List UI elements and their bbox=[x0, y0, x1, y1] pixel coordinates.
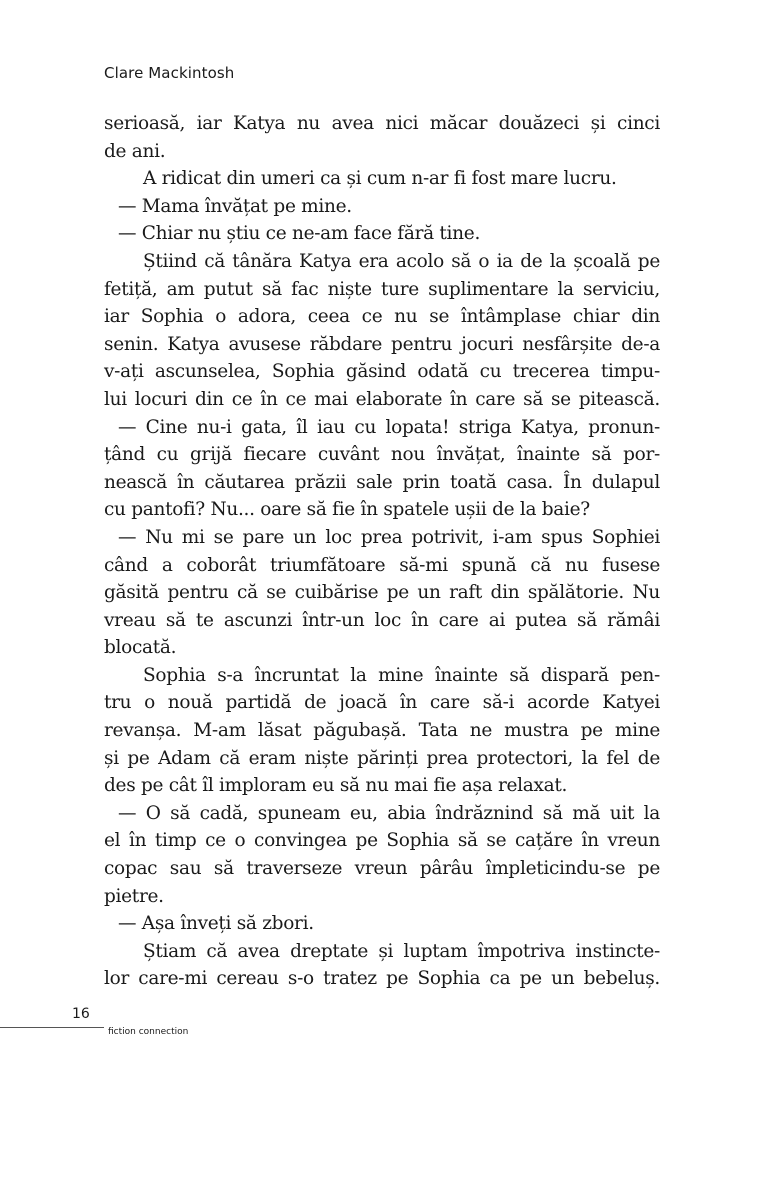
text-line: Știind că tânăra Katya era acolo să o ia de la școală pe bbox=[143, 250, 660, 272]
dialogue-line: — Nu mi se pare un loc prea potrivit, i-am spus Sophiei bbox=[118, 526, 660, 548]
text-line: v-ați ascunselea, Sophia găsind odată cu trecerea timpu- bbox=[104, 361, 660, 383]
text-line: Sophia s-a încruntat la mine înainte să dispară pen- bbox=[143, 664, 660, 686]
dialogue-line: — Cine nu-i gata, îl iau cu lopata! striga Katya, pronun- bbox=[118, 416, 660, 438]
text-line: A ridicat din umeri ca și cum n-ar fi fost mare lucru. bbox=[143, 168, 617, 190]
text-line: tru o nouă partidă de joacă în care să-i acorde Katyei bbox=[104, 692, 660, 714]
text-line: fetiță, am putut să fac niște ture suplimentare la serviciu, bbox=[104, 278, 660, 300]
dialogue-line: — Mama învățat pe mine. bbox=[118, 195, 352, 217]
text-line: serioasă, iar Katya nu avea nici măcar douăzeci și cinci bbox=[104, 113, 660, 134]
footer-rule bbox=[0, 1027, 104, 1028]
text-line: țând cu grijă fiecare cuvânt nou învățat, înainte să por- bbox=[104, 444, 660, 466]
text-line: el în timp ce o convingea pe Sophia să se cațăre în vreun bbox=[104, 830, 660, 852]
text-line: cu pantofi? Nu... oare să fie în spatele ușii de la baie? bbox=[104, 499, 590, 521]
text-line: găsită pentru că se cuibărise pe un raft din spălătorie. Nu bbox=[104, 582, 660, 604]
text-line: blocată. bbox=[104, 637, 177, 659]
text-line: de ani. bbox=[104, 140, 166, 162]
body-text bbox=[104, 110, 660, 993]
text-line: când a coborât triumfătoare să-mi spună că nu fusese bbox=[104, 554, 660, 576]
text-line: lor care-mi cereau s-o tratez pe Sophia ca pe un bebeluș. bbox=[104, 968, 660, 990]
text-line: iar Sophia o adora, ceea ce nu se întâmplase chiar din bbox=[104, 306, 660, 328]
dialogue-line: — O să cadă, spuneam eu, abia îndrăznind să mă uit la bbox=[118, 802, 660, 824]
text-line: revanșa. M-am lăsat păgubașă. Tata ne mustra pe mine bbox=[104, 720, 660, 742]
text-line: vreau să te ascunzi într-un loc în care ai putea să rămâi bbox=[104, 609, 660, 631]
text-line: des pe cât îl imploram eu să nu mai fie așa relaxat. bbox=[104, 775, 568, 797]
text-line: copac sau să traverseze vreun pârâu împleticindu-se pe bbox=[104, 858, 660, 880]
text-line: și pe Adam că eram niște părinți prea protectori, la fel de bbox=[104, 747, 660, 769]
text-line: pietre. bbox=[104, 885, 164, 907]
dialogue-line: — Așa înveți să zbori. bbox=[118, 913, 314, 935]
text-line: senin. Katya avusese răbdare pentru jocuri nesfârșite de-a bbox=[104, 333, 660, 355]
page-number: 16 bbox=[72, 1006, 90, 1022]
text-line: Știam că avea dreptate și luptam împotriva instincte- bbox=[143, 940, 660, 962]
text-line: lui locuri din ce în ce mai elaborate în care să se pitească. bbox=[104, 388, 660, 410]
dialogue-line: — Chiar nu știu ce ne-am face fără tine. bbox=[118, 223, 481, 245]
imprint: fiction connection bbox=[108, 1027, 189, 1037]
text-line: nească în căutarea prăzii sale prin toată casa. În dulapul bbox=[104, 471, 660, 493]
running-head: Clare Mackintosh bbox=[104, 64, 235, 82]
